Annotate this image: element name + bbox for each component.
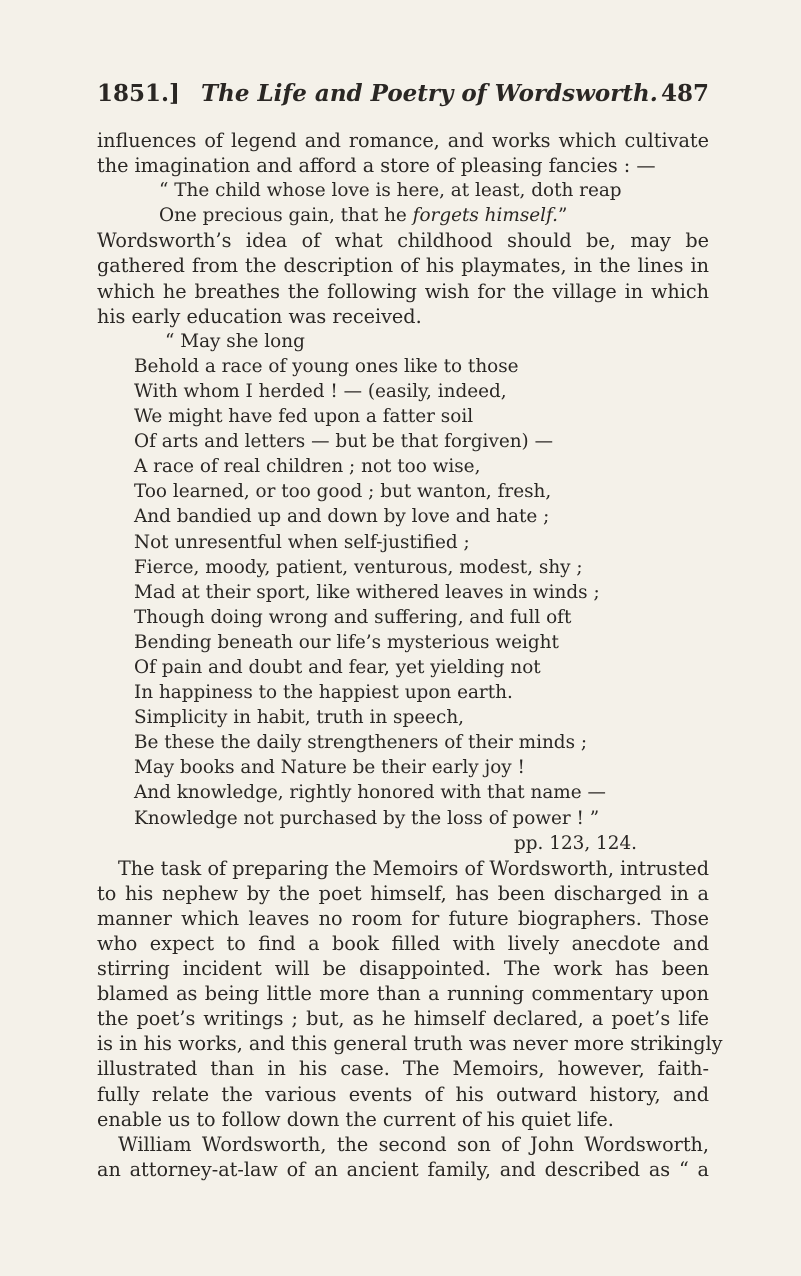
text-line: William Wordsworth, the second son of John Wordsworth, [118,1132,709,1156]
verse-line: Though doing wrong and suffering, and full oft [134,606,572,628]
verse-quote-2 [134,329,709,831]
verse-line: Fierce, moody, patient, venturous, modest, shy ; [134,556,583,578]
verse-line: Bending beneath our life’s mysterious weight [134,631,559,653]
verse-line: Simplicity in habit, truth in speech, [134,707,465,729]
verse-line: Mad at their sport, like withered leaves in winds ; [134,581,600,603]
closing-quote: ” [558,205,568,227]
text-line: who expect to find a book filled with lively anecdote and [97,932,709,955]
text-line: influences of legend and romance, and works which cultivate [97,129,709,152]
verse-line: “ The child whose love is here, at least, doth reap [159,180,622,202]
running-header [97,80,709,120]
paragraph-2 [97,228,709,328]
verse-quote-1 [134,178,709,228]
paragraph-3 [97,856,723,1132]
text-line: illustrated than in his case. The Memoirs, however, faith- [97,1057,709,1081]
text-line: to his nephew by the poet himself, has been discharged in a [97,881,709,905]
text-line: enable us to follow down the current of his quiet life. [97,1107,614,1131]
verse-emphasis: forgets himself. [412,205,559,227]
text-line: fully relate the various events of his outward history, and [97,1082,709,1106]
header-year: 1851.] [97,80,180,107]
page-body [97,128,723,1182]
header-title: The Life and Poetry of Wordsworth. [201,80,658,107]
verse-line: Of arts and letters — but be that forgiven) — [134,431,553,453]
verse-line: And bandied up and down by love and hate ; [134,506,550,528]
verse-text: One precious gain, that he [159,205,413,227]
text-line: the poet’s writings ; but, as he himself declared, a poet’s life [97,1007,709,1031]
verse-line: A race of real children ; not too wise, [134,456,481,478]
text-line: The task of preparing the Memoirs of Wordsworth, intrusted [118,856,709,880]
verse-line: Knowledge not purchased by the loss of power ! ” [134,807,600,829]
text-line: his early education was received. [97,304,422,328]
verse-line: We might have fed upon a fatter soil [134,406,474,428]
text-line: the imagination and afford a store of pleasing fancies : — [97,154,656,178]
verse-line: Behold a race of young ones like to those [134,355,519,377]
verse-line [134,203,709,228]
verse-line: May books and Nature be their early joy ! [134,757,525,779]
verse-line: “ May she long [165,330,305,352]
paragraph-4 [97,1132,709,1182]
text-line: blamed as being little more than a running commentary upon [97,982,709,1006]
text-line: is in his works, and this general truth was never more strikingly [97,1032,723,1056]
page-number: 487 [660,80,709,107]
verse-line: In happiness to the happiest upon earth. [134,682,513,704]
text-line: which he breathes the following wish for the village in which [97,279,709,303]
text-line: manner which leaves no room for future biographers. Those [97,906,709,930]
verse-line: Not unresentful when self-justified ; [134,531,470,553]
verse-line: Be these the daily strengtheners of their minds ; [134,732,588,754]
page-reference: pp. 123, 124. [514,832,637,854]
text-line: an attorney-at-law of an ancient family, and described as “ a [97,1157,709,1181]
verse-line: Of pain and doubt and fear, yet yielding not [134,656,541,678]
text-line: Wordsworth’s idea of what childhood should be, may be [97,229,709,253]
verse-line: And knowledge, rightly honored with that name — [134,782,606,804]
text-line: gathered from the description of his playmates, in the lines in [97,254,709,278]
verse-line: Too learned, or too good ; but wanton, fresh, [134,481,552,503]
verse-line: With whom I herded ! — (easily, indeed, [134,380,507,402]
paragraph-1 [97,128,709,178]
text-line: stirring incident will be disappointed. The work has been [97,957,709,981]
